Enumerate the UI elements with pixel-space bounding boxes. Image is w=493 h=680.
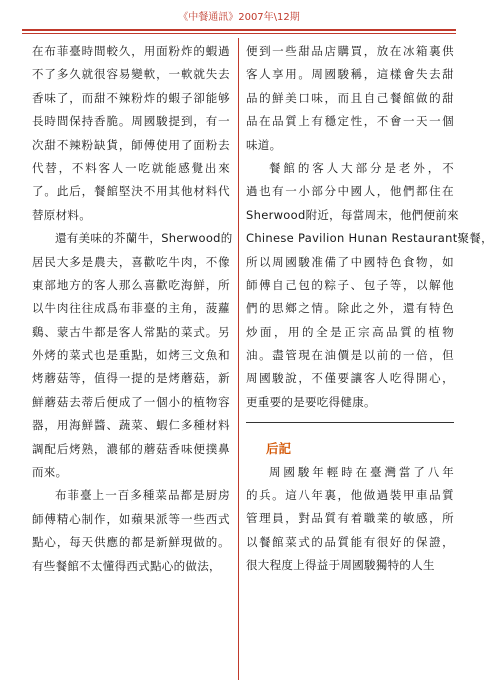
running-header	[0, 12, 478, 24]
text-line: 過也有一小部分中國人，他們都住在	[246, 184, 454, 199]
text-line: 布菲臺上一百多種菜品都是厨房	[55, 488, 230, 503]
text-line: 東部地方的客人那么喜歡吃海鮮，所	[32, 277, 230, 292]
text-line: 品的鮮美口味，而且自己餐館做的甜	[246, 90, 454, 105]
text-line: 香味了，而甜不辣粉炸的蝦子卻能够	[32, 90, 230, 105]
paragraph	[246, 157, 493, 414]
text-line: 替原材料。	[32, 207, 91, 222]
text-line: 客人享用。周國駿稱，這樣會失去甜	[246, 67, 454, 82]
section-divider	[246, 422, 454, 423]
issue-number: 2007年\12期	[238, 12, 300, 23]
text-line: Chinese Pavilion Hunan Restaurant聚餐，	[246, 231, 493, 246]
paragraph	[246, 40, 454, 157]
text-line: 器，用海鮮醬、蔬菜、蝦仁多種材料	[32, 418, 230, 433]
text-line: 所以周國駿准備了中國特色食物，如	[246, 254, 454, 269]
text-line: 外烤的菜式也是重點，如烤三文魚和	[32, 348, 230, 363]
text-line: 以牛肉往往成爲布菲臺的主角，菠蘿	[32, 301, 230, 316]
text-line: 師傅精心制作，如蘋果派等一些西式	[32, 511, 230, 526]
text-line: 師傅自己包的粽子、包子等，以解他	[246, 277, 454, 292]
text-line: 不了多久就很容易變軟，一軟就失去	[32, 67, 230, 82]
text-line: 管理員，對品質有着職業的敏感，所	[246, 511, 454, 526]
text-line: 油。盡管現在油價是以前的一倍，但	[246, 348, 454, 363]
text-line: 周國駿說，不僅要讓客人吃得開心，	[246, 371, 454, 386]
text-line: 鮮蘑菇去蒂后便成了一個小的植物容	[32, 394, 230, 409]
text-line: 而來。	[32, 465, 68, 480]
column-divider	[238, 38, 239, 680]
text-line: 還有美味的芥蘭牛，Sherwood的	[55, 231, 233, 246]
header-rule-thin	[22, 33, 456, 34]
paragraph	[32, 484, 230, 578]
text-line: 很大程度上得益于周國駿獨特的人生	[246, 558, 435, 573]
text-line: Sherwood附近，每當周末，他們便前來	[246, 207, 459, 222]
text-line: 長時間保持香脆。周國駿提到，有一	[32, 114, 230, 129]
header-rule-thick	[22, 29, 456, 31]
text-line: 們的思鄉之情。除此之外，還有特色	[246, 301, 454, 316]
text-line: 鷄、蒙古牛都是客人常點的菜式。另	[32, 324, 230, 339]
paragraph	[246, 461, 454, 578]
text-line: 以餐館菜式的品質能有很好的保證，	[246, 534, 454, 549]
paragraph	[32, 40, 230, 227]
text-line: 代替，不料客人一吃就能感覺出來	[32, 160, 230, 175]
afterword-title: 后記	[266, 441, 292, 457]
text-line: 有些餐館不太懂得西式點心的做法，	[32, 558, 221, 573]
text-line: 周國駿年輕時在臺灣當了八年	[269, 464, 454, 479]
right-column	[246, 40, 493, 672]
magazine-name: 《中餐通訊》	[178, 12, 239, 23]
text-line: 次甜不辣粉缺貨，師傅使用了面粉去	[32, 137, 230, 152]
text-line: 更重要的是要吃得健康。	[246, 394, 376, 409]
paragraph	[32, 227, 233, 484]
left-column	[32, 40, 233, 672]
text-line: 了。此后，餐館堅決不用其他材料代	[32, 184, 230, 199]
text-line: 餐館的客人大部分是老外，不	[269, 160, 454, 175]
text-line: 的兵。這八年裏，他做過裝甲車品質	[246, 488, 454, 503]
text-line: 居民大多是農夫，喜歡吃牛肉，不像	[32, 254, 230, 269]
text-line: 炒面，用的全是正宗高品質的植物	[246, 324, 454, 339]
text-line: 烤蘑菇等，值得一提的是烤蘑菇，新	[32, 371, 230, 386]
text-line: 在布菲臺時間較久，用面粉炸的蝦過	[32, 44, 230, 58]
text-line: 品在品質上有穩定性，不會一天一個	[246, 114, 454, 129]
text-line: 點心，每天供應的都是新鮮現做的。	[32, 535, 230, 550]
text-line: 調配后烤熟，濃郁的蘑菇香味便撲鼻	[32, 441, 230, 456]
text-line: 味道。	[246, 137, 282, 152]
text-line: 便到一些甜品店購買，放在冰箱裏供	[246, 44, 454, 58]
